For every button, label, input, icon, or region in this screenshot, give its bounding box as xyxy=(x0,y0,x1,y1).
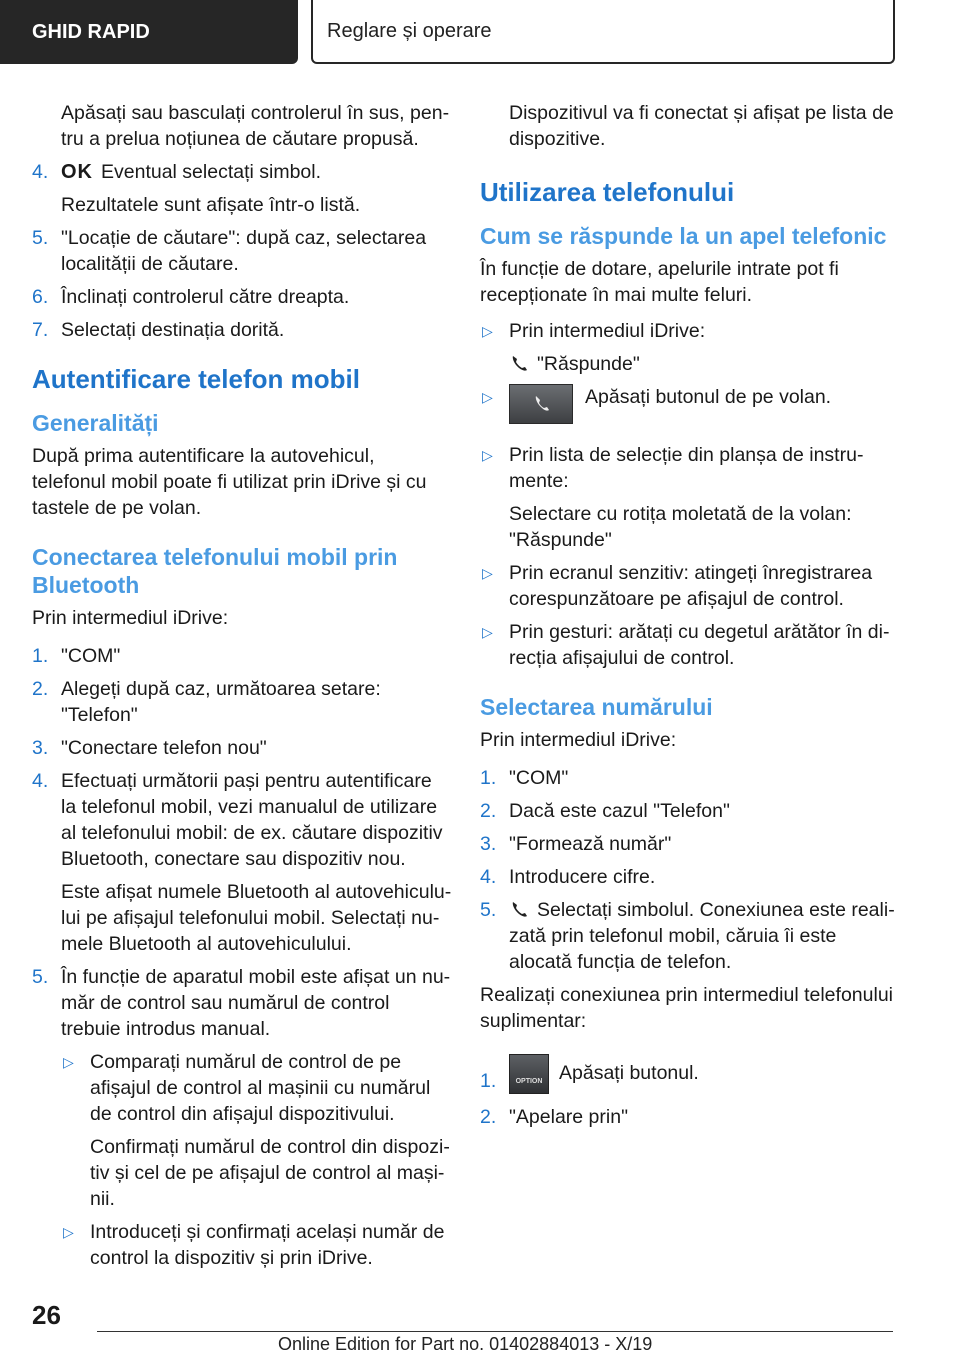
steering-phone-button-icon xyxy=(509,384,573,424)
list-item xyxy=(32,225,452,277)
phone-icon xyxy=(509,899,531,919)
item-text: "Formează număr" xyxy=(509,833,672,855)
heading-bluetooth: Conectarea telefonului mobil prin Bluetooth xyxy=(32,544,398,598)
bullet-text: Introduceți și confirmați același număr de control la dispozitiv și prin iDrive. xyxy=(90,1221,445,1269)
list-item xyxy=(480,831,896,857)
list-item xyxy=(32,676,452,728)
item-number: 4. xyxy=(32,770,49,792)
item-number: 3. xyxy=(480,833,497,855)
bullet-text: Apăsați butonul de pe volan. xyxy=(585,386,832,408)
bullet-text: Prin lista de selecție din planșa de instrumente: xyxy=(509,444,864,492)
item-text: Selectați simbolul. Conexiunea este realizată prin telefonul mobil, căruia îi este alocată funcția de telefon. xyxy=(509,899,895,973)
bullet-text: Prin gesturi: arătați cu degetul arătător în direcția afișajului de control. xyxy=(509,621,890,669)
list-item xyxy=(480,1054,896,1094)
list-item xyxy=(480,765,896,791)
bullet-item xyxy=(61,1049,452,1127)
item-number: 6. xyxy=(32,286,49,308)
general-paragraph: După prima autentificare la autovehicul, telefonul mobil poate fi utilizat prin iDrive și cu tastele de pe volan. xyxy=(32,445,427,519)
list-item xyxy=(480,1104,896,1130)
heading-select-number: Selectarea numărului xyxy=(480,694,713,720)
bullet-item xyxy=(480,442,896,494)
item-text: Efectuați următorii pași pentru autentificare la telefonul mobil, vezi manualul de utilizare al telefonului mobil: de ex. căutare dispozitiv Bluetooth, conectare sau dispozitiv nou. xyxy=(61,770,443,870)
list-item xyxy=(480,897,896,975)
idrive-paragraph: Prin intermediul iDrive: xyxy=(32,607,229,629)
list-item xyxy=(480,798,896,824)
item-number: 5. xyxy=(480,899,497,921)
item-number: 7. xyxy=(32,319,49,341)
heading-use-phone: Utilizarea telefonului xyxy=(480,177,735,207)
ok-icon: OK xyxy=(61,161,93,183)
answer-label: "Răspunde" xyxy=(537,353,640,375)
item-number: 1. xyxy=(480,767,497,789)
triangle-bullet-icon: ▷ xyxy=(482,323,493,339)
item-number: 4. xyxy=(32,161,49,183)
item-text: "COM" xyxy=(61,645,121,667)
right-column xyxy=(480,100,896,1137)
section-tab-settings: Reglare și operare xyxy=(311,0,895,64)
item-text: Dacă este cazul "Telefon" xyxy=(509,800,730,822)
item-text: Apăsați butonul. xyxy=(559,1062,699,1085)
bullet-item xyxy=(480,384,896,424)
item-number: 1. xyxy=(32,645,49,667)
bullet-text: Comparați numărul de control de pe afișajul de control al mașinii cu numărul de control din afișajul dispozitivului. xyxy=(90,1051,431,1125)
heading-answer-call: Cum se răspunde la un apel telefonic xyxy=(480,223,887,249)
item-number: 2. xyxy=(480,1106,497,1128)
bullet-text: Prin intermediul iDrive: xyxy=(509,320,706,342)
item-number: 3. xyxy=(32,737,49,759)
list-item xyxy=(32,284,452,310)
answer-paragraph: În funcție de dotare, apelurile intrate pot fi recepționate în mai multe feluri. xyxy=(480,258,839,306)
item-text: "COM" xyxy=(509,767,569,789)
page-header xyxy=(0,0,960,66)
bullet-item xyxy=(480,318,896,344)
bullet-subtext: Selectare cu rotița moletată de la volan: "Răspunde" xyxy=(509,503,852,551)
list-item xyxy=(32,317,452,343)
triangle-bullet-icon: ▷ xyxy=(482,624,493,640)
list-item xyxy=(480,864,896,890)
nested-bullets xyxy=(32,1049,452,1271)
triangle-bullet-icon: ▷ xyxy=(63,1054,74,1070)
item-subtext: Rezultatele sunt afișate într-o listă. xyxy=(61,194,361,216)
triangle-bullet-icon: ▷ xyxy=(63,1224,74,1240)
bullet-subtext xyxy=(480,351,896,377)
item-number: 2. xyxy=(32,678,49,700)
bullet-item xyxy=(480,619,896,671)
phone-icon xyxy=(509,353,531,373)
extra-phone-paragraph: Realizați conexiunea prin intermediul telefonului suplimentar: xyxy=(480,984,893,1032)
idrive-paragraph: Prin intermediul iDrive: xyxy=(480,729,677,751)
bullet-item xyxy=(61,1219,452,1271)
list-item xyxy=(32,735,452,761)
item-text: "Conectare telefon nou" xyxy=(61,737,267,759)
list-item xyxy=(32,768,452,872)
footer-edition: Online Edition for Part no. 01402884013 - X/19 xyxy=(278,1334,653,1354)
footer-divider xyxy=(97,1331,893,1332)
item-number: 4. xyxy=(480,866,497,888)
item-number: 5. xyxy=(32,227,49,249)
intro-paragraph: Apăsați sau basculați controlerul în sus, pentru a prelua noțiunea de căutare propusă. xyxy=(61,102,450,150)
triangle-bullet-icon: ▷ xyxy=(482,565,493,581)
heading-auth: Autentificare telefon mobil xyxy=(32,364,360,394)
item-number: 2. xyxy=(480,800,497,822)
bullet-item xyxy=(480,560,896,612)
option-button-label: OPTION xyxy=(515,1078,543,1085)
item-text: În funcție de aparatul mobil este afișat un număr de control sau numărul de control trebuie introdus manual. xyxy=(61,966,451,1040)
item-text: "Apelare prin" xyxy=(509,1106,628,1128)
left-column xyxy=(32,100,452,1278)
bullet-subtext: Confirmați numărul de control din dispozitiv și cel de pe afișajul de control al mașinii. xyxy=(90,1136,450,1210)
list-item xyxy=(32,159,452,185)
bullet-text: Prin ecranul senzitiv: atingeți înregistrarea corespunzătoare pe afișajul de control. xyxy=(509,562,873,610)
option-button-icon xyxy=(509,1054,549,1094)
item-text: "Locație de căutare": după caz, selectarea localității de căutare. xyxy=(61,227,427,275)
item-text: Înclinați controlerul către dreapta. xyxy=(61,286,350,308)
item-subtext: Este afișat numele Bluetooth al autovehiculului pe afișajul telefonului mobil. Selectați numele Bluetooth al autovehiculului. xyxy=(61,881,452,955)
list-item xyxy=(32,643,452,669)
item-text: Alegeți după caz, următoarea setare: "Telefon" xyxy=(61,678,381,726)
heading-general: Generalități xyxy=(32,410,159,436)
connected-paragraph: Dispozitivul va fi conectat și afișat pe lista de dispozitive. xyxy=(509,102,894,150)
triangle-bullet-icon: ▷ xyxy=(482,389,493,405)
triangle-bullet-icon: ▷ xyxy=(482,447,493,463)
item-number: 5. xyxy=(32,966,49,988)
item-number: 1. xyxy=(480,1070,497,1092)
item-text: Introducere cifre. xyxy=(509,866,656,888)
item-text: Selectați destinația dorită. xyxy=(61,319,285,341)
list-item xyxy=(32,964,452,1042)
page-number: 26 xyxy=(32,1300,61,1330)
section-tab-quick-guide: GHID RAPID xyxy=(0,0,298,64)
item-text: Eventual selectați simbol. xyxy=(101,161,322,183)
